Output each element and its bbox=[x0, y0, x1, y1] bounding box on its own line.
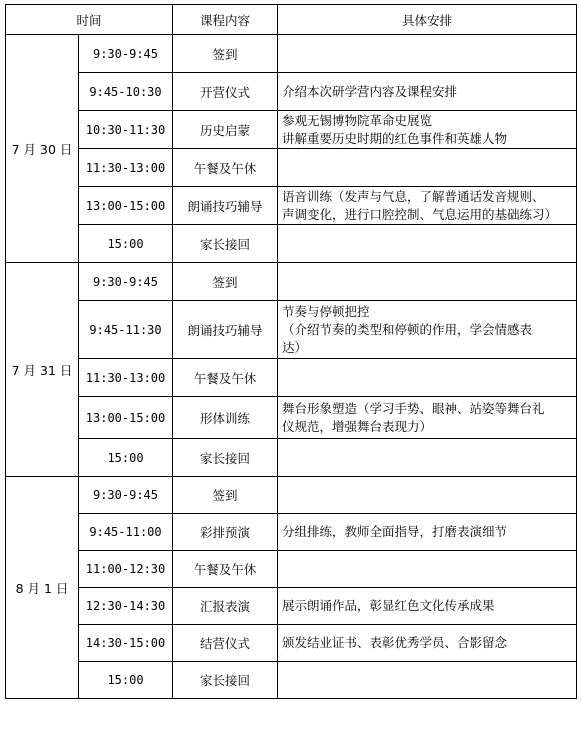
time-cell: 9:30-9:45 bbox=[79, 477, 173, 514]
date-cell: 8 月 1 日 bbox=[6, 477, 79, 699]
detail-line: 仪规范，增强舞台表现力） bbox=[282, 418, 433, 434]
time-cell: 9:45-10:30 bbox=[79, 73, 173, 111]
table-row bbox=[6, 187, 577, 225]
time-cell: 9:45-11:00 bbox=[79, 514, 173, 551]
time-cell: 11:30-13:00 bbox=[79, 359, 173, 397]
detail-cell bbox=[278, 187, 577, 225]
course-cell: 签到 bbox=[173, 477, 278, 514]
header-detail: 具体安排 bbox=[278, 5, 577, 35]
time-cell: 15:00 bbox=[79, 225, 173, 263]
detail-cell bbox=[278, 263, 577, 301]
header-course: 课程内容 bbox=[173, 5, 278, 35]
header-row bbox=[6, 5, 577, 35]
detail-line: 介绍本次研学营内容及课程安排 bbox=[282, 83, 458, 99]
detail-cell bbox=[278, 514, 577, 551]
detail-line: 达） bbox=[282, 339, 308, 355]
time-cell: 9:45-11:30 bbox=[79, 301, 173, 359]
table-row bbox=[6, 225, 577, 263]
detail-line: 颁发结业证书、表彰优秀学员、合影留念 bbox=[282, 635, 508, 650]
detail-cell bbox=[278, 588, 577, 625]
course-cell: 家长接回 bbox=[173, 439, 278, 477]
course-cell: 家长接回 bbox=[173, 662, 278, 699]
detail-cell bbox=[278, 477, 577, 514]
date-cell: 7 月 30 日 bbox=[6, 35, 79, 263]
course-cell: 家长接回 bbox=[173, 225, 278, 263]
table-row bbox=[6, 662, 577, 699]
detail-cell bbox=[278, 625, 577, 662]
table-row bbox=[6, 73, 577, 111]
course-cell: 历史启蒙 bbox=[173, 111, 278, 149]
detail-cell bbox=[278, 225, 577, 263]
time-cell: 15:00 bbox=[79, 662, 173, 699]
detail-line: 节奏与停顿把控 bbox=[282, 303, 370, 319]
table-row bbox=[6, 263, 577, 301]
course-cell: 彩排预演 bbox=[173, 514, 278, 551]
detail-cell bbox=[278, 662, 577, 699]
course-cell: 午餐及午休 bbox=[173, 359, 278, 397]
course-cell: 开营仪式 bbox=[173, 73, 278, 111]
detail-line: 展示朗诵作品，彰显红色文化传承成果 bbox=[282, 598, 495, 613]
detail-line: 分组排练，教师全面指导，打磨表演细节 bbox=[282, 524, 508, 539]
course-cell: 签到 bbox=[173, 35, 278, 73]
table-row bbox=[6, 35, 577, 73]
detail-cell bbox=[278, 397, 577, 439]
time-cell: 13:00-15:00 bbox=[79, 397, 173, 439]
time-cell: 11:00-12:30 bbox=[79, 551, 173, 588]
course-cell: 结营仪式 bbox=[173, 625, 278, 662]
table-row bbox=[6, 397, 577, 439]
table-row bbox=[6, 301, 577, 359]
course-cell: 签到 bbox=[173, 263, 278, 301]
time-cell: 9:30-9:45 bbox=[79, 263, 173, 301]
time-cell: 10:30-11:30 bbox=[79, 111, 173, 149]
detail-line: 声调变化，进行口腔控制、气息运用的基础练习） bbox=[282, 206, 558, 222]
table-row bbox=[6, 588, 577, 625]
detail-cell bbox=[278, 359, 577, 397]
detail-cell bbox=[278, 439, 577, 477]
table-row bbox=[6, 625, 577, 662]
detail-line: 舞台形象塑造（学习手势、眼神、站姿等舞台礼 bbox=[282, 400, 545, 416]
detail-line: 参观无锡博物院革命史展览 bbox=[282, 112, 433, 128]
detail-cell bbox=[278, 35, 577, 73]
time-cell: 11:30-13:00 bbox=[79, 149, 173, 187]
detail-cell bbox=[278, 149, 577, 187]
header-time: 时间 bbox=[6, 5, 173, 35]
table-row bbox=[6, 439, 577, 477]
table-row bbox=[6, 111, 577, 149]
detail-line: （介绍节奏的类型和停顿的作用，学会情感表 bbox=[282, 321, 533, 337]
time-cell: 12:30-14:30 bbox=[79, 588, 173, 625]
detail-line: 语音训练（发声与气息，了解普通话发音规则、 bbox=[282, 188, 545, 204]
table-row bbox=[6, 551, 577, 588]
date-cell: 7 月 31 日 bbox=[6, 263, 79, 477]
table-row bbox=[6, 149, 577, 187]
time-cell: 15:00 bbox=[79, 439, 173, 477]
course-cell: 午餐及午休 bbox=[173, 551, 278, 588]
table-row bbox=[6, 359, 577, 397]
time-cell: 13:00-15:00 bbox=[79, 187, 173, 225]
detail-cell bbox=[278, 301, 577, 359]
detail-cell bbox=[278, 551, 577, 588]
time-cell: 14:30-15:00 bbox=[79, 625, 173, 662]
time-cell: 9:30-9:45 bbox=[79, 35, 173, 73]
table-row bbox=[6, 477, 577, 514]
schedule-table bbox=[5, 4, 577, 699]
schedule-body bbox=[6, 35, 577, 699]
course-cell: 形体训练 bbox=[173, 397, 278, 439]
detail-cell bbox=[278, 73, 577, 111]
detail-cell bbox=[278, 111, 577, 149]
course-cell: 午餐及午休 bbox=[173, 149, 278, 187]
table-row bbox=[6, 514, 577, 551]
course-cell: 汇报表演 bbox=[173, 588, 278, 625]
course-cell: 朗诵技巧辅导 bbox=[173, 301, 278, 359]
course-cell: 朗诵技巧辅导 bbox=[173, 187, 278, 225]
detail-line: 讲解重要历史时期的红色事件和英雄人物 bbox=[282, 130, 508, 146]
